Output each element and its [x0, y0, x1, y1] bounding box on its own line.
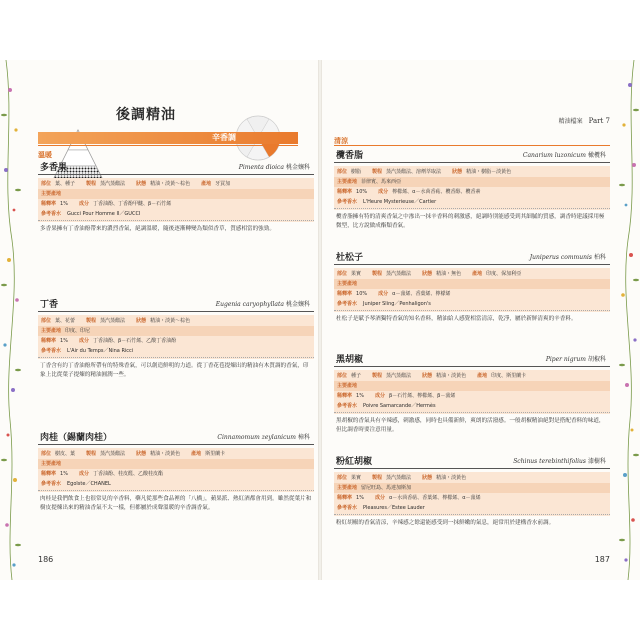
reference-label: 參考香水 [337, 199, 358, 205]
plant-family: 桃金孃科 [285, 301, 310, 308]
reference-label: 參考香水 [337, 403, 358, 409]
oil-description: 多香果擁有丁香油酚帶來的濃烈香氣，絕調溫暖，隨後逐漸轉變為類似香草，質感相當的強勁。 [40, 226, 275, 232]
section-divider [38, 145, 298, 146]
info-value: 精油・淡黃色 [436, 475, 467, 481]
info-value: 丁香油酚、β－石竹烯、乙酸丁香油酚 [92, 338, 177, 344]
info-value: 1% [60, 471, 68, 477]
oil-entry [38, 160, 314, 234]
info-value: 樹脂 [351, 169, 362, 175]
info-value: 蒸汽蒸餾法 [386, 271, 412, 277]
info-key: 製程 [372, 373, 383, 379]
info-value: 丁香油酚、丁香酚甲醚、β－石竹烯 [92, 201, 172, 207]
info-value: 蒸汽蒸餾法 [100, 181, 126, 187]
oil-description: 粉紅胡椒的香氣清涼，辛辣感之餘還能感受到一抹鮮嫩的氣息，絕常用於建構香水前調。 [336, 520, 555, 526]
entry-heading [38, 160, 314, 175]
oil-name: 杜松子 [336, 253, 364, 263]
reference-perfume: L'Air du Temps／Nina Ricci [67, 348, 134, 354]
info-row [38, 316, 314, 326]
page-number-right: 187 [594, 555, 610, 564]
reference-row [38, 346, 314, 358]
info-value: 葉、花蕾 [55, 318, 76, 324]
info-key: 主要產地 [337, 383, 358, 389]
reference-label: 參考香水 [337, 301, 358, 307]
plant-family: 桃金孃科 [285, 164, 310, 171]
info-value: 牙買加 [215, 181, 231, 187]
info-value: 樹皮、葉 [55, 451, 76, 457]
info-row [38, 189, 314, 199]
info-row [334, 483, 610, 493]
info-value: 精油・樹脂－淡黃色 [466, 169, 512, 175]
right-page [326, 60, 610, 580]
info-key: 產地 [477, 373, 488, 379]
latin-name: Canarium luzonicum [522, 152, 586, 159]
botanical-name [216, 299, 310, 308]
info-key: 產地 [191, 451, 202, 457]
info-value: 果實 [351, 475, 362, 481]
info-row [38, 459, 314, 469]
latin-name: Piper nigrum [545, 356, 586, 363]
info-key: 部位 [337, 475, 348, 481]
floral-border-left-icon [0, 60, 26, 580]
botanical-name [530, 252, 606, 261]
info-value: 印度、印尼 [65, 328, 91, 334]
info-table [38, 315, 314, 359]
running-head-label: 精油檔案 [558, 118, 583, 125]
botanical-name [546, 354, 606, 363]
reference-row [38, 209, 314, 221]
info-value: 留尼旺島、馬達加斯加 [361, 485, 412, 491]
info-key: 製程 [372, 475, 383, 481]
info-key: 成分 [78, 201, 89, 207]
reference-perfume: Gucci Pour Homme II／GUCCI [67, 211, 141, 217]
entry-heading [334, 454, 610, 469]
category-label: 溫暖 [38, 151, 52, 159]
reference-label: 參考香水 [41, 211, 62, 217]
info-value: 丁香油酚、桂皮醛、乙酸桂皮酯 [92, 471, 163, 477]
info-value: β－石竹烯、檸檬烯、β－蒎烯 [388, 393, 456, 399]
info-key: 稀釋率 [337, 189, 353, 195]
info-key: 成分 [374, 495, 385, 501]
oil-entry [334, 454, 610, 528]
oil-description: 欖香脂擁有特的清爽香氣之中滲出一抹辛香料的刺激感，絕調時別能感受到其細膩的質感，調香時建議採用極微型，比方說做成酯類香氣。 [336, 214, 605, 229]
info-key: 製程 [86, 318, 97, 324]
info-key: 成分 [78, 338, 89, 344]
info-key: 成分 [378, 189, 389, 195]
reference-perfume: Egoïste／CHANEL [67, 481, 111, 487]
info-value: 蒸汽蒸餾法 [100, 451, 126, 457]
latin-name: Cinnamomum zeylanicum [217, 434, 296, 441]
botanical-name [523, 150, 606, 159]
info-row [334, 493, 610, 503]
info-value: 精油・無色 [436, 271, 462, 277]
info-key: 部位 [337, 271, 348, 277]
floral-border-right-icon [614, 60, 640, 580]
info-key: 部位 [337, 373, 348, 379]
info-table [334, 166, 610, 210]
oil-description: 丁香含有約丁香油酚所帶有的特殊香氣，可以創造鮮明的力道。從丁香花苞提煉出的精油有木質調的香氣，印象上比從葉子提煉的精油圓潤一些。 [40, 363, 309, 378]
info-value: 菲律賓、馬來西亞 [361, 179, 402, 185]
info-value: α－蒎烯、香葉烯、檸檬烯 [392, 291, 451, 297]
reference-row [334, 299, 610, 311]
botanical-name [513, 456, 606, 465]
info-row [38, 326, 314, 336]
info-value: 印度、保加利亞 [486, 271, 522, 277]
info-key: 製程 [86, 451, 97, 457]
info-key: 稀釋率 [337, 291, 353, 297]
running-head-part: Part 7 [588, 117, 610, 125]
info-key: 稀釋率 [337, 393, 353, 399]
oil-name: 多香果 [40, 163, 68, 173]
info-value: 斯里蘭卡 [205, 451, 226, 457]
info-key: 成分 [78, 471, 89, 477]
info-value: 葉、種子 [55, 181, 76, 187]
info-key: 成分 [378, 291, 389, 297]
info-value: 精油・淡黃～棕色 [150, 181, 191, 187]
info-row [334, 391, 610, 401]
info-key: 狀態 [422, 373, 433, 379]
botanical-name [239, 162, 310, 171]
reference-perfume: Pleasures／Estee Lauder [363, 505, 425, 511]
info-key: 主要產地 [337, 485, 358, 491]
book-gutter [318, 60, 322, 580]
info-value: 1% [356, 393, 364, 399]
reference-perfume: Juniper Sling／Penhaligon's [363, 301, 431, 307]
info-key: 產地 [472, 271, 483, 277]
entry-heading [334, 148, 610, 163]
running-head [559, 116, 610, 125]
info-value: 蒸汽蒸餾法 [100, 318, 126, 324]
info-key: 部位 [41, 318, 52, 324]
oil-entry [334, 250, 610, 324]
info-key: 製程 [372, 169, 383, 175]
info-value: 印度、斯里蘭卡 [491, 373, 527, 379]
oil-entry [38, 430, 314, 513]
info-value: 1% [60, 201, 68, 207]
info-value: 種子 [351, 373, 362, 379]
plant-family: 橄欖科 [587, 152, 606, 159]
info-row [334, 473, 610, 483]
info-key: 製程 [372, 271, 383, 277]
chapter-title: 後調精油 [116, 107, 176, 123]
info-key: 主要產地 [337, 281, 358, 287]
info-value: 精油・淡黃色 [150, 451, 181, 457]
info-row [38, 469, 314, 479]
oil-entry [334, 148, 610, 231]
oil-name: 粉紅胡椒 [336, 457, 373, 467]
entry-heading [334, 352, 610, 367]
info-table [334, 472, 610, 516]
latin-name: Juniperus communis [529, 254, 592, 261]
info-key: 製程 [86, 181, 97, 187]
info-value: 檸檬烯、α－水茴香萜、欖香醇、欖香素 [392, 189, 481, 195]
oil-name: 黑胡椒 [336, 355, 364, 365]
info-row [38, 179, 314, 189]
info-key: 稀釋率 [41, 338, 57, 344]
info-key: 主要產地 [337, 179, 358, 185]
oil-name: 欖香脂 [336, 151, 364, 161]
info-value: 10% [356, 189, 368, 195]
botanical-name [217, 432, 310, 441]
info-value: 10% [356, 291, 368, 297]
reference-row [334, 401, 610, 413]
info-key: 稀釋率 [41, 201, 57, 207]
entry-heading [334, 250, 610, 265]
info-row [38, 336, 314, 346]
info-value: 1% [60, 338, 68, 344]
section-title: 辛香調 [212, 133, 236, 142]
info-value: 1% [356, 495, 364, 501]
info-table [38, 448, 314, 492]
oil-entry [334, 352, 610, 435]
info-key: 成分 [374, 393, 385, 399]
oil-name: 肉桂（錫蘭肉桂） [40, 433, 113, 443]
info-key: 產地 [201, 181, 212, 187]
info-row [334, 289, 610, 299]
oil-description: 杜松子是賦予琴酒獨特香氣的知名香料，精油給人感覺相當清涼，乾淨，屬於新鮮清爽的辛香料。 [336, 316, 577, 322]
reference-row [334, 503, 610, 515]
info-key: 稀釋率 [337, 495, 353, 501]
info-value: 蒸汽蒸餾法 [386, 475, 412, 481]
plant-family: 柏科 [593, 254, 606, 261]
oil-entry [38, 297, 314, 380]
info-key: 部位 [41, 181, 52, 187]
info-key: 狀態 [422, 475, 433, 481]
info-key: 狀態 [136, 181, 147, 187]
left-page [30, 60, 314, 580]
info-table [334, 370, 610, 414]
reference-perfume: Poivre Samarcande／Hermès [363, 403, 436, 409]
reference-label: 參考香水 [337, 505, 358, 511]
info-row [334, 371, 610, 381]
info-row [38, 199, 314, 209]
info-row [334, 187, 610, 197]
info-table [334, 268, 610, 312]
entry-heading [38, 297, 314, 312]
info-key: 主要產地 [41, 191, 62, 197]
category-label-right: 清涼 [334, 137, 348, 145]
info-key: 狀態 [422, 271, 433, 277]
info-value: 果實 [351, 271, 362, 277]
reference-row [334, 197, 610, 209]
info-row [334, 177, 610, 187]
reference-perfume: L'Heure Mysterieuse／Cartier [363, 199, 437, 205]
info-value: 蒸汽蒸餾法、溶劑萃取法 [386, 169, 442, 175]
latin-name: Pimenta dioica [238, 164, 284, 171]
info-row [334, 381, 610, 391]
info-key: 狀態 [452, 169, 463, 175]
info-key: 稀釋率 [41, 471, 57, 477]
info-key: 狀態 [136, 451, 147, 457]
oil-name: 丁香 [40, 300, 59, 310]
info-table [38, 178, 314, 222]
oil-description: 黑胡椒的香氣具有辛辣感，刺激感，同時也具備新鮮，爽朗的活潑感。一般胡椒精油絕對是搭配香料的味道，但比調香時要注意用量。 [336, 418, 605, 433]
info-value: 精油・淡黃～棕色 [150, 318, 191, 324]
info-value: α－水茴香萜、香葉烯、檸檬烯、α－蒎烯 [388, 495, 481, 501]
info-row [334, 279, 610, 289]
page-number-left: 186 [38, 555, 54, 564]
reference-label: 參考香水 [41, 481, 62, 487]
info-key: 部位 [337, 169, 348, 175]
section-divider-right [334, 145, 610, 146]
oil-description: 肉桂是我們飲食上也很常見的辛香料，藥凡從那些食品裡的「八橋」，蘋果派、熱紅酒都會用到。雖然從葉片和樹皮提煉出來的精油香氣不太一樣，但都屬於成聲溫暖的辛香調香氣。 [40, 496, 312, 511]
info-key: 部位 [41, 451, 52, 457]
info-value: 精油・淡黃色 [436, 373, 467, 379]
info-key: 主要產地 [41, 328, 62, 334]
reference-row [38, 479, 314, 491]
info-key: 主要產地 [41, 461, 62, 467]
info-row [334, 269, 610, 279]
plant-family: 胡椒科 [587, 356, 606, 363]
info-row [38, 449, 314, 459]
entry-heading [38, 430, 314, 445]
info-row [334, 167, 610, 177]
latin-name: Schinus terebinthifolius [513, 458, 586, 465]
plant-family: 漆樹科 [587, 458, 606, 465]
latin-name: Eugenia caryophyllata [215, 301, 284, 308]
info-key: 狀態 [136, 318, 147, 324]
plant-family: 樟科 [297, 434, 310, 441]
info-value: 蒸汽蒸餾法 [386, 373, 412, 379]
section-bar [38, 132, 298, 144]
reference-label: 參考香水 [41, 348, 62, 354]
